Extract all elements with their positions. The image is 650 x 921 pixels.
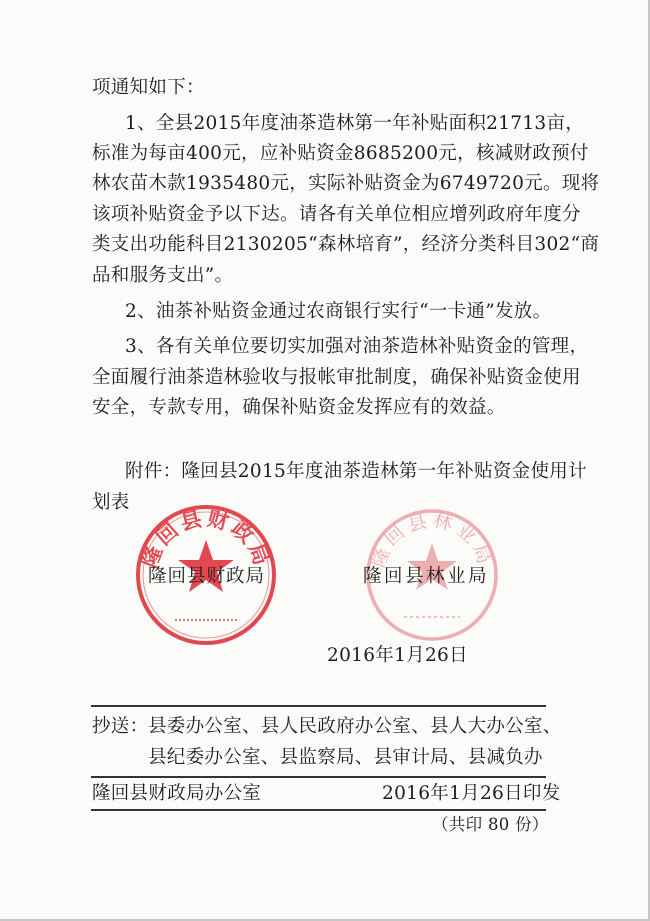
footer-bottom-rule [91,809,546,811]
attachment-line-1: 附件：隆回县2015年度油茶造林第一年补贴资金使用计 [125,461,587,482]
body-line-7: 品和服务支出”。 [92,265,234,286]
body-line-1: 项通知如下： [92,77,205,98]
body-line-5: 该项补贴资金予以下达。请各有关单位相应增列政府年度分 [92,204,581,225]
cc-label: 抄送： [92,716,149,737]
body-line-10: 全面履行油茶造林验收与报帐审批制度，确保补贴资金使用 [92,367,581,388]
svg-text:隆回县财政局: 隆回县财政局 [136,505,276,572]
footer-middle-rule [91,776,546,778]
body-line-6: 类支出功能科目2130205“森林培育”，经济分类科目302“商 [92,234,600,255]
attachment-line-2: 划表 [92,492,130,513]
cc-line-1: 县委办公室、县人民政府办公室、县人大办公室、 [148,716,562,737]
signature-forestry-bureau: 隆回县林业局 [363,566,490,587]
body-line-9: 3、各有关单位要切实加强对油茶造林补贴资金的管理， [125,336,589,357]
body-line-4: 林农苗木款1935480元，实际补贴资金为6749720元。现将 [92,173,600,194]
svg-text:隆回县林业局: 隆回县林业局 [367,509,497,571]
document-date: 2016年1月26日 [327,645,468,666]
body-line-2: 1、全县2015年度油茶造林第一年补贴面积21713亩， [125,113,585,134]
body-line-3: 标准为每亩400元，应补贴资金8685200元，核减财政预付 [92,143,589,164]
issuer-office: 隆回县财政局办公室 [92,783,262,804]
signature-finance-bureau: 隆回县财政局 [148,566,266,587]
cc-line-2: 县纪委办公室、县监察局、县审计局、县减负办 [148,747,543,768]
body-line-8: 2、油茶补贴资金通过农商银行实行“一卡通”发放。 [125,301,552,322]
body-line-11: 安全，专款专用，确保补贴资金发挥应有的效益。 [92,397,506,418]
footer-top-rule [91,705,546,707]
copies-count: （共印 80 份） [432,815,549,834]
issue-date: 2016年1月26日印发 [382,783,561,804]
